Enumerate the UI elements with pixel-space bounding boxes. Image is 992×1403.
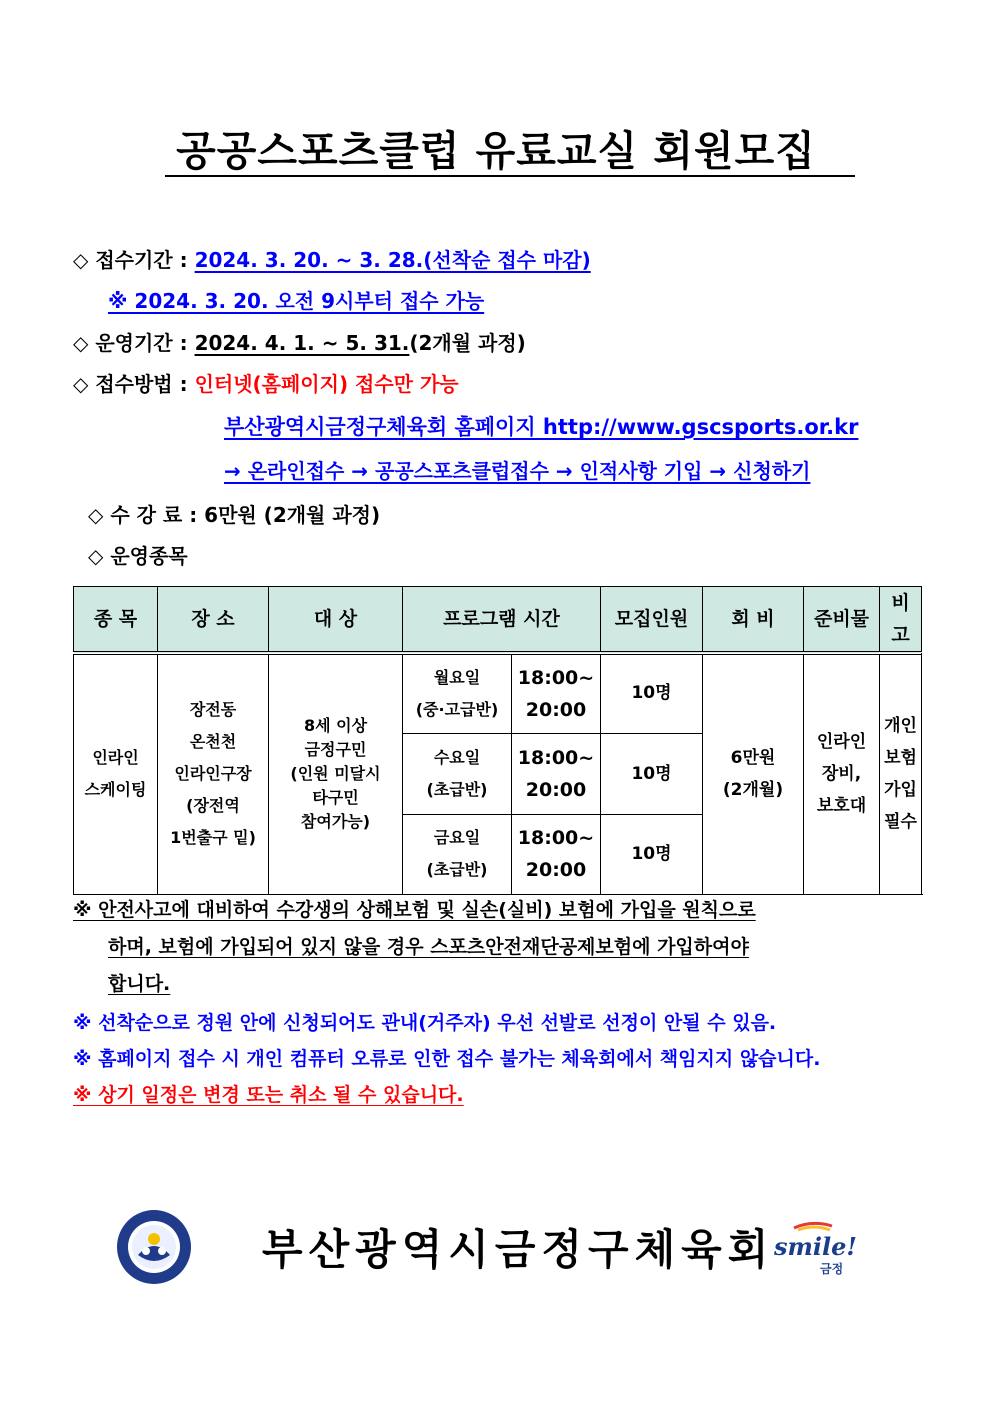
method-label: ◇ 접수방법 : — [73, 372, 195, 396]
note-insurance-3: 합니다. — [108, 973, 171, 995]
event-cell: 인라인 스케이팅 — [74, 653, 158, 894]
header-fee: 회 비 — [703, 587, 804, 654]
capacity-cell: 10명 — [601, 653, 703, 733]
remark-cell: 개인 보험 가입 필수 — [880, 653, 922, 894]
note-priority: ※ 선착순으로 정원 안에 신청되어도 관내(거주자) 우선 선발로 선정이 안될 수 있음. — [73, 1012, 777, 1034]
day-cell: 월요일 (중·고급반) — [403, 653, 512, 733]
capacity-cell: 10명 — [601, 733, 703, 814]
table-row — [74, 653, 922, 733]
reception-period — [73, 245, 591, 275]
operation-value: 2024. 4. 1. ~ 5. 31. — [194, 331, 410, 355]
sports-council-logo-icon — [116, 1209, 192, 1285]
prep-cell: 인라인 장비, 보호대 — [804, 653, 880, 894]
schedule-table — [73, 586, 922, 895]
place-cell: 장전동 온천천 인라인구장 (장전역 1번출구 밑) — [158, 653, 269, 894]
header-target: 대 상 — [269, 587, 403, 654]
operation-period — [73, 328, 526, 358]
reception-value: 2024. 3. 20. ~ 3. 28.(선착순 접수 마감) — [194, 248, 591, 272]
header-program-time: 프로그램 시간 — [403, 587, 601, 654]
time-cell: 18:00~ 20:00 — [512, 653, 601, 733]
method-value: 인터넷(홈페이지) 접수만 가능 — [194, 372, 459, 396]
title-underline — [165, 175, 855, 177]
method-site-link[interactable]: 부산광역시금정구체육회 홈페이지 http://www.gscsports.or.kr — [224, 415, 859, 439]
target-cell: 8세 이상 금정구민 (인원 미달시 타구민 참여가능) — [269, 653, 403, 894]
smile-text: smile! — [774, 1232, 857, 1261]
header-remark: 비 고 — [880, 587, 922, 654]
note-insurance-1: ※ 안전사고에 대비하여 수강생의 상해보험 및 실손(실비) 보험에 가입을 원칙으로 — [73, 899, 756, 921]
header-capacity: 모집인원 — [601, 587, 703, 654]
page-title: 공공스포츠클럽 유료교실 회원모집 — [176, 127, 816, 175]
smile-geumjeong-logo — [772, 1218, 858, 1278]
note-insurance-2: 하며, 보험에 가입되어 있지 않을 경우 스포츠안전재단공제보험에 가입하여야 — [108, 936, 749, 958]
reception-note: ※ 2024. 3. 20. 오전 9시부터 접수 가능 — [108, 289, 485, 313]
note-schedule-change: ※ 상기 일정은 변경 또는 취소 될 수 있습니다. — [73, 1084, 464, 1106]
events-line: ◇ 운영종목 — [88, 544, 188, 568]
smile-sub: 금정 — [820, 1262, 844, 1276]
fee-cell: 6만원 (2개월) — [703, 653, 804, 894]
time-cell: 18:00~ 20:00 — [512, 733, 601, 814]
organization-name: 부산광역시금정구체육회 — [262, 1225, 775, 1274]
time-cell: 18:00~ 20:00 — [512, 814, 601, 894]
method — [73, 369, 459, 399]
header-event: 종 목 — [74, 587, 158, 654]
reception-label: ◇ 접수기간 : — [73, 248, 195, 272]
operation-suffix: (2개월 과정) — [409, 331, 526, 355]
header-place: 장 소 — [158, 587, 269, 654]
header-prep: 준비물 — [804, 587, 880, 654]
capacity-cell: 10명 — [601, 814, 703, 894]
day-cell: 수요일 (초급반) — [403, 733, 512, 814]
fee-line: ◇ 수 강 료 : 6만원 (2개월 과정) — [88, 503, 381, 527]
method-path: → 온라인접수 → 공공스포츠클럽접수 → 인적사항 기입 → 신청하기 — [224, 459, 811, 483]
day-cell: 금요일 (초급반) — [403, 814, 512, 894]
note-homepage: ※ 홈페이지 접수 시 개인 컴퓨터 오류로 인한 접수 불가는 체육회에서 책임지지 않습니다. — [73, 1048, 821, 1070]
operation-label: ◇ 운영기간 : — [73, 331, 195, 355]
